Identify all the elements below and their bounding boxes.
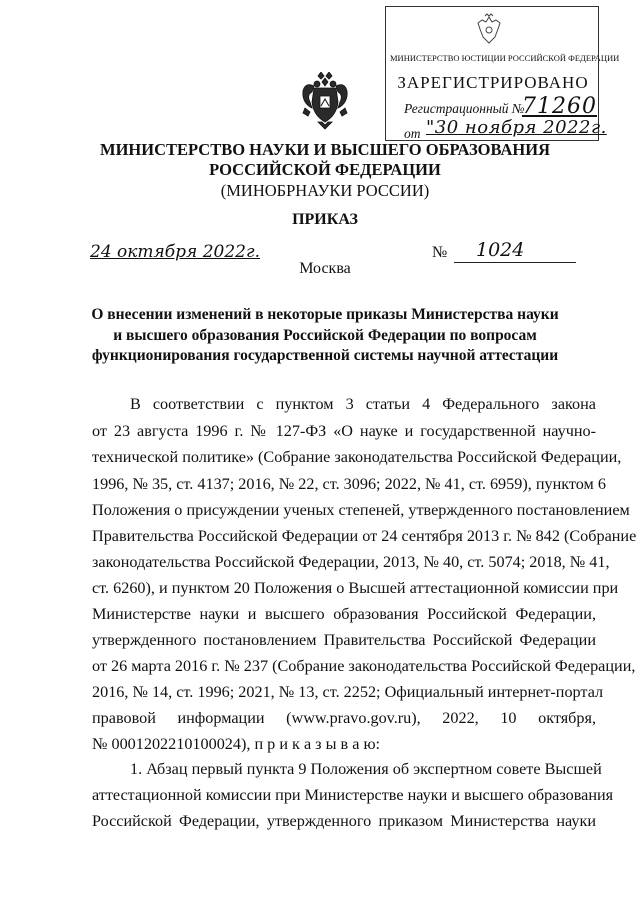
stamp-ministry: МИНИСТЕРСТВО ЮСТИЦИИ РОССИЙСКОЙ ФЕДЕРАЦИИ	[390, 53, 620, 63]
order-title-line: функционирования государственной системы научной аттестации	[91, 347, 559, 364]
order-number-line	[454, 262, 576, 263]
body-line: 1996, № 35, ст. 4137; 2016, № 22, ст. 3096; 2022, № 41, ст. 6959), пунктом 6	[92, 475, 606, 493]
body-line: 2016, № 14, ст. 1996; 2021, № 13, ст. 2252; Официальный интернет-портал	[92, 683, 604, 701]
order-heading: ПРИКАЗ	[292, 211, 358, 228]
body-line: ст. 6260), и пунктом 20 Положения о Высшей аттестационной комиссии при	[92, 579, 619, 597]
body-line: Министерстве науки и высшего образования Российской Федерации,	[92, 605, 596, 623]
order-title-line: О внесении изменений в некоторые приказы Министерства науки	[91, 306, 559, 323]
order-number: 1024	[476, 239, 525, 261]
ministry-title-line1: МИНИСТЕРСТВО НАУКИ И ВЫСШЕГО ОБРАЗОВАНИЯ	[100, 140, 550, 159]
body-line: 1. Абзац первый пункта 9 Положения об экспертном совете Высшей	[130, 760, 602, 778]
order-number-sign: №	[432, 244, 448, 261]
order-city: Москва	[299, 260, 351, 277]
coat-of-arms-icon	[474, 13, 504, 47]
stamp-regno-value: 71260	[522, 94, 597, 119]
stamp-date-label: от	[404, 126, 421, 141]
body-line: аттестационной комиссии при Министерстве науки и высшего образования	[92, 786, 614, 804]
ministry-title-line2: РОССИЙСКОЙ ФЕДЕРАЦИИ	[209, 160, 441, 179]
stamp-regno-label: Регистрационный №	[404, 101, 525, 116]
body-line: утвержденного постановлением Правительства Российской Федерации	[92, 631, 596, 649]
body-line: технической политике» (Собрание законодательства Российской Федерации,	[92, 448, 622, 466]
order-title-line: и высшего образования Российской Федерации по вопросам	[113, 327, 537, 344]
body-line: Правительства Российской Федерации от 24 сентября 2013 г. № 842 (Собрание	[92, 527, 637, 545]
body-line: В соответствии с пунктом 3 статьи 4 Федерального закона	[130, 395, 596, 413]
body-line: правовой информации (www.pravo.gov.ru), 2022, 10 октября,	[92, 709, 596, 727]
coat-of-arms-icon	[300, 72, 350, 130]
body-line: Российской Федерации, утвержденного приказом Министерства науки	[92, 812, 596, 830]
stamp-registered: ЗАРЕГИСТРИРОВАНО	[397, 73, 589, 92]
body-line: от 26 марта 2016 г. № 237 (Собрание законодательства Российской Федерации,	[92, 657, 636, 675]
body-line: № 0001202210100024), п р и к а з ы в а ю:	[92, 735, 381, 753]
body-line: от 23 августа 1996 г. № 127-ФЗ «О науке и государственной научно-	[92, 422, 596, 440]
ministry-short-name: (МИНОБРНАУКИ РОССИИ)	[220, 181, 430, 200]
stamp-date-value: "30 ноября 2022г.	[426, 117, 607, 138]
order-date: 24 октября 2022г.	[90, 242, 260, 262]
body-line: Положения о присуждении ученых степеней, утвержденного постановлением	[92, 501, 630, 519]
body-line: законодательства Российской Федерации, 2013, № 40, ст. 5074; 2018, № 41,	[92, 553, 610, 571]
registration-stamp	[385, 6, 620, 141]
